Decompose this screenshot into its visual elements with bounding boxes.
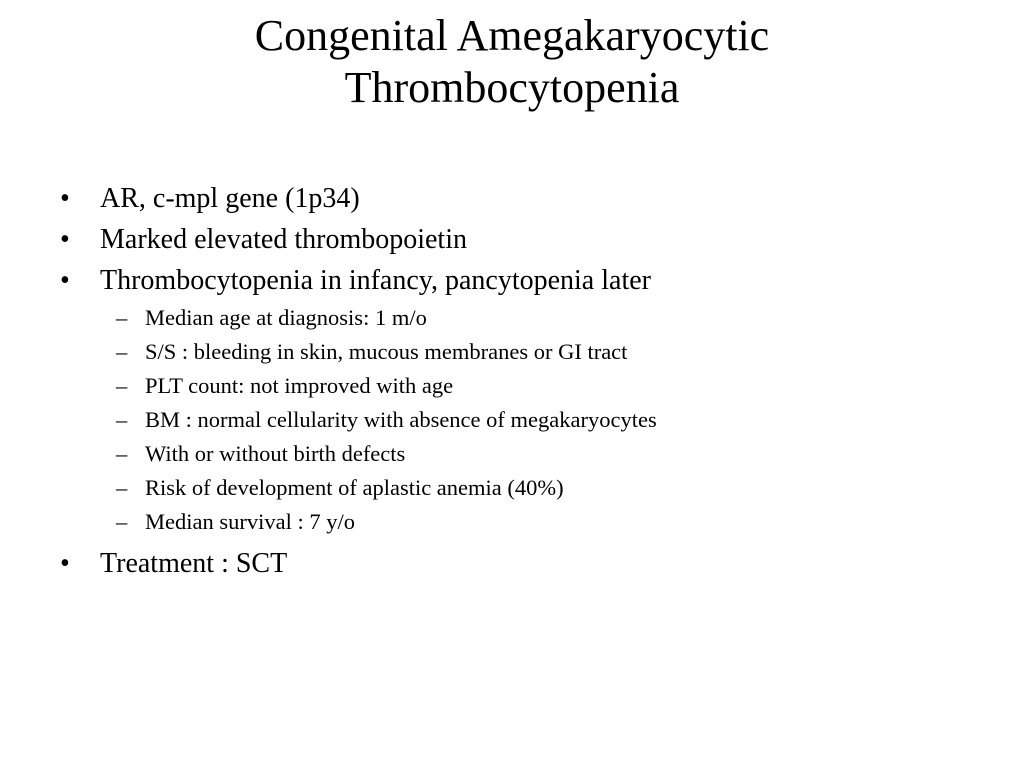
sub-bullet-text: PLT count: not improved with age [145,373,454,398]
sub-bullet-item [56,403,986,437]
bullet-text: Treatment : SCT [100,548,288,579]
bullet-text: Thrombocytopenia in infancy, pancytopenia later [100,265,651,296]
sub-bullet-item [56,437,986,471]
sub-bullet-marker: – [116,407,128,432]
sub-bullet-marker: – [116,373,128,398]
bullet-text: AR, c-mpl gene (1p34) [100,183,360,214]
sub-bullet-item [56,505,986,539]
sub-bullet-item [56,301,986,335]
sub-bullet-list [56,301,986,539]
bullet-marker: • [60,265,70,296]
bullet-marker: • [60,224,70,255]
sub-bullet-text: BM : normal cellularity with absence of megakaryocytes [145,407,657,432]
bullet-list [56,178,986,584]
sub-bullet-item [56,471,986,505]
sub-bullet-text: S/S : bleeding in skin, mucous membranes or GI tract [145,339,628,364]
slide-title-line-2: Thrombocytopenia [344,63,680,112]
sub-bullet-item [56,335,986,369]
sub-bullet-marker: – [116,441,128,466]
bullet-item [56,178,986,219]
bullet-marker: • [60,548,70,579]
bullet-marker: • [60,183,70,214]
bullet-text: Marked elevated thrombopoietin [100,224,467,255]
bullet-item [56,219,986,260]
sub-bullet-item [56,369,986,403]
sub-bullet-marker: – [116,339,128,364]
sub-bullet-text: With or without birth defects [145,441,406,466]
slide-title [62,10,962,114]
sub-bullet-text: Risk of development of aplastic anemia (40%) [145,475,564,500]
slide-title-line-1: Congenital Amegakaryocytic [254,11,770,60]
sub-bullet-text: Median age at diagnosis: 1 m/o [145,305,427,330]
sub-bullet-group [56,301,986,539]
sub-bullet-marker: – [116,475,128,500]
sub-bullet-marker: – [116,509,128,534]
sub-bullet-text: Median survival : 7 y/o [145,509,355,534]
sub-bullet-marker: – [116,305,128,330]
bullet-item [56,260,986,301]
bullet-item [56,543,986,584]
